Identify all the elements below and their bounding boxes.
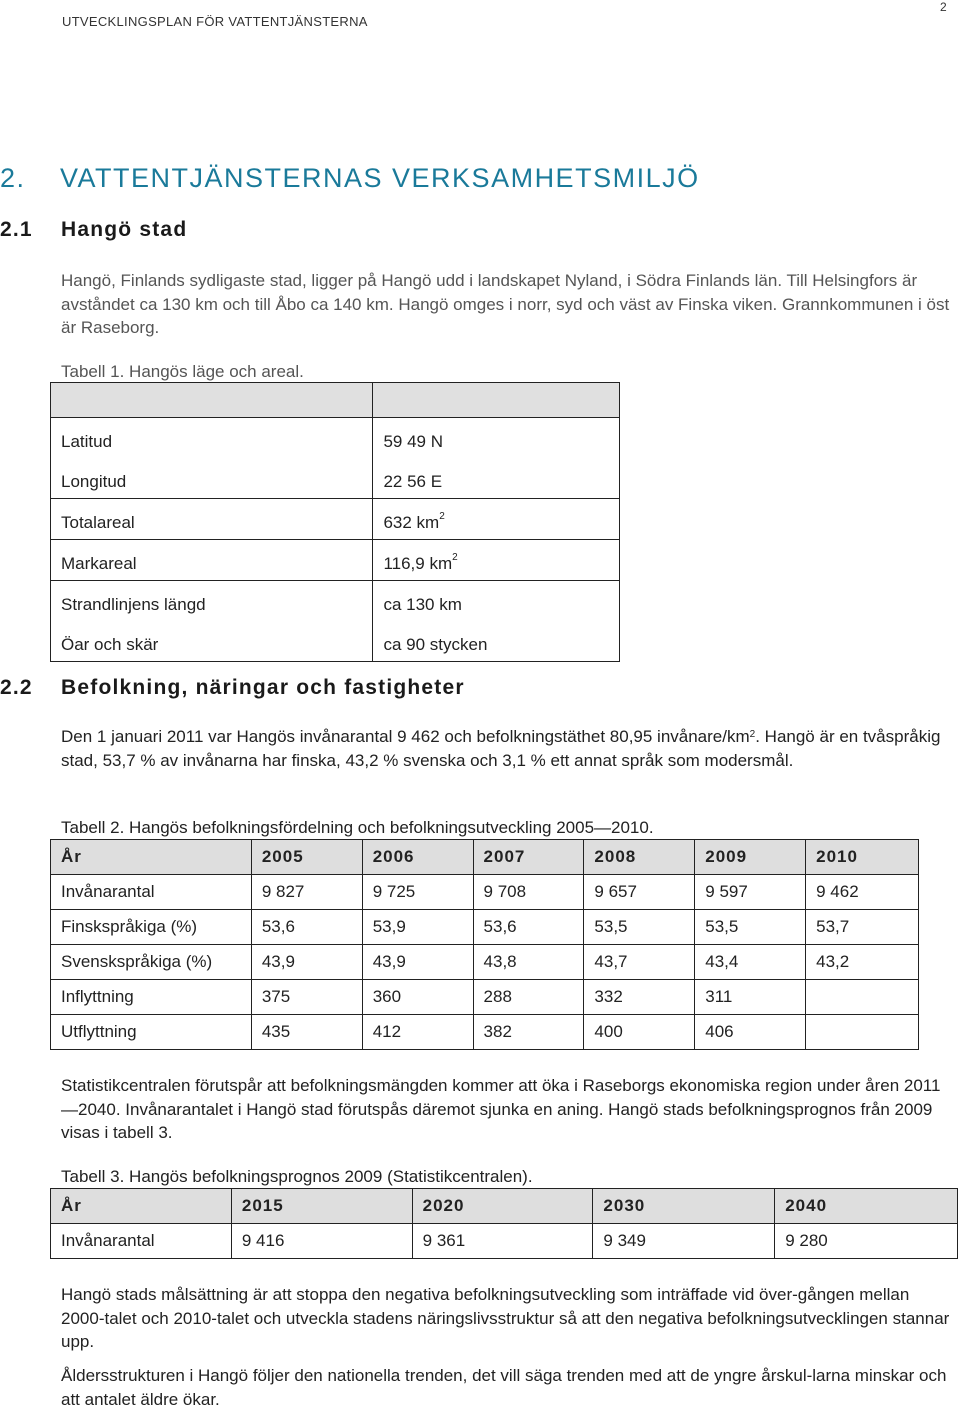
table-row [51,499,620,540]
row-label: Svenskspråkiga (%) [51,945,252,980]
table-cell: 435 [251,1015,362,1050]
row-value: 22 56 E [373,458,620,499]
table-cell: 382 [473,1015,584,1050]
table-cell: 9 708 [473,875,584,910]
column-header: 2009 [695,840,806,875]
row-label: Latitud [51,418,373,459]
page-number: 2 [940,0,947,14]
location-table [50,382,620,662]
column-header: 2006 [362,840,473,875]
row-label: Longitud [51,458,373,499]
subsection-heading-2-1 [0,218,187,242]
table-row [51,458,620,499]
subsection-number: 2.2 [0,676,33,699]
table-cell: 53,5 [695,910,806,945]
table-cell: 375 [251,980,362,1015]
subsection-title: Hangö stad [61,218,188,241]
row-label: Invånarantal [51,1224,232,1259]
forecast-paragraph: Statistikcentralen förutspår att befolkningsmängden kommer att öka i Raseborgs ekonomiska region under åren 2011—2040. Invånarantalet i Hangö stad förutspås däremot sjunka en aning. Hangö stads befolkningsprognos från 2009 visas i tabell 3. [61,1076,941,1142]
population-table [50,839,919,1050]
table-row [51,581,620,622]
table-cell: 53,7 [806,910,919,945]
column-header: 2007 [473,840,584,875]
table-cell: 43,8 [473,945,584,980]
section-title: VATTENTJÄNSTERNAS VERKSAMHETSMILJÖ [60,163,700,193]
column-header: 2040 [775,1189,958,1224]
table-cell: 288 [473,980,584,1015]
subsection-number: 2.1 [0,218,33,241]
table-cell: 332 [584,980,695,1015]
row-label: Invånarantal [51,875,252,910]
column-header: 2008 [584,840,695,875]
table-row [51,980,919,1015]
row-value: ca 130 km [373,581,620,622]
table-cell: 53,6 [473,910,584,945]
row-value: ca 90 stycken [373,621,620,662]
table2-caption: Tabell 2. Hangös befolkningsfördelning och befolkningsutveckling 2005—2010. [61,818,654,837]
intro-paragraph: Hangö, Finlands sydligaste stad, ligger på Hangö udd i landskapet Nyland, i Södra Finlands län. Till Helsingfors är avståndet ca 130 km och till Åbo ca 140 km. Hangö omges i norr, syd och väst av Finska viken. Grannkommunen i öst är Raseborg. [61,271,950,337]
table-cell: 9 280 [775,1224,958,1259]
population-paragraph: Den 1 januari 2011 var Hangös invånarantal 9 462 och befolkningstäthet 80,95 invånare/$km^2$. Hangö är en tvåspråkig stad, 53,7 % av invånarna har finska, 43,2 % svenska och 3,1 % ett annat språk som modersmål. [61,727,941,770]
row-label: Totalareal [51,499,373,540]
column-header: År [51,1189,232,1224]
table-cell: 9 827 [251,875,362,910]
table-row [51,621,620,662]
column-header: 2030 [593,1189,775,1224]
table-header-row [51,383,620,418]
table-cell: 53,6 [251,910,362,945]
table-cell: 9 597 [695,875,806,910]
table-row [51,540,620,581]
table-cell [806,980,919,1015]
table-cell: 311 [695,980,806,1015]
table-cell: 9 416 [231,1224,412,1259]
table3-caption: Tabell 3. Hangös befolkningsprognos 2009 (Statistikcentralen). [61,1167,533,1186]
subsection-heading-2-2 [0,676,465,700]
table-cell: 9 657 [584,875,695,910]
table-header-row [51,840,919,875]
column-header: 2020 [412,1189,593,1224]
row-label: Markareal [51,540,373,581]
column-header: 2005 [251,840,362,875]
row-label: Inflyttning [51,980,252,1015]
table-cell: 43,4 [695,945,806,980]
age-structure-paragraph: Åldersstrukturen i Hangö följer den nationella trenden, det vill säga trenden med att de yngre årskul-larna minskar och att antalet äldre ökar. [61,1366,947,1409]
table-cell: 53,5 [584,910,695,945]
table-row [51,1015,919,1050]
subsection-title: Befolkning, näringar och fastigheter [61,676,465,699]
column-header: 2015 [231,1189,412,1224]
table-row [51,875,919,910]
column-header: År [51,840,252,875]
table-row [51,945,919,980]
table-cell: 412 [362,1015,473,1050]
table-cell: 43,2 [806,945,919,980]
row-value: 59 49 N [373,418,620,459]
table-cell: 9 462 [806,875,919,910]
column-header: 2010 [806,840,919,875]
row-label: Utflyttning [51,1015,252,1050]
table-row [51,910,919,945]
table-cell: 406 [695,1015,806,1050]
table-header-row [51,1189,958,1224]
goal-paragraph: Hangö stads målsättning är att stoppa den negativa befolkningsutveckling som inträffade vid över-gången mellan 2000-talet och 2010-talet och utveckla stadens näringslivsstruktur så att den negativa befolkningsutvecklingen stannar upp. [61,1285,950,1351]
forecast-table [50,1188,958,1259]
row-value: 632 $km^2$ [373,499,620,540]
table-row [51,418,620,459]
table-cell: 43,9 [362,945,473,980]
running-header: UTVECKLINGSPLAN FÖR VATTENTJÄNSTERNA [62,14,368,29]
section-heading [0,163,700,194]
row-label: Öar och skär [51,621,373,662]
table-cell [806,1015,919,1050]
table-cell: 53,9 [362,910,473,945]
table-cell: 9 361 [412,1224,593,1259]
table-row [51,1224,958,1259]
section-number: 2. [0,163,26,193]
row-value: 116,9 $km^2$ [373,540,620,581]
table-cell: 43,7 [584,945,695,980]
table1-caption: Tabell 1. Hangös läge och areal. [61,362,304,381]
table-cell: 9 349 [593,1224,775,1259]
table-cell: 43,9 [251,945,362,980]
row-label: Finskspråkiga (%) [51,910,252,945]
table-cell: 400 [584,1015,695,1050]
row-label: Strandlinjens längd [51,581,373,622]
table-cell: 360 [362,980,473,1015]
table-cell: 9 725 [362,875,473,910]
